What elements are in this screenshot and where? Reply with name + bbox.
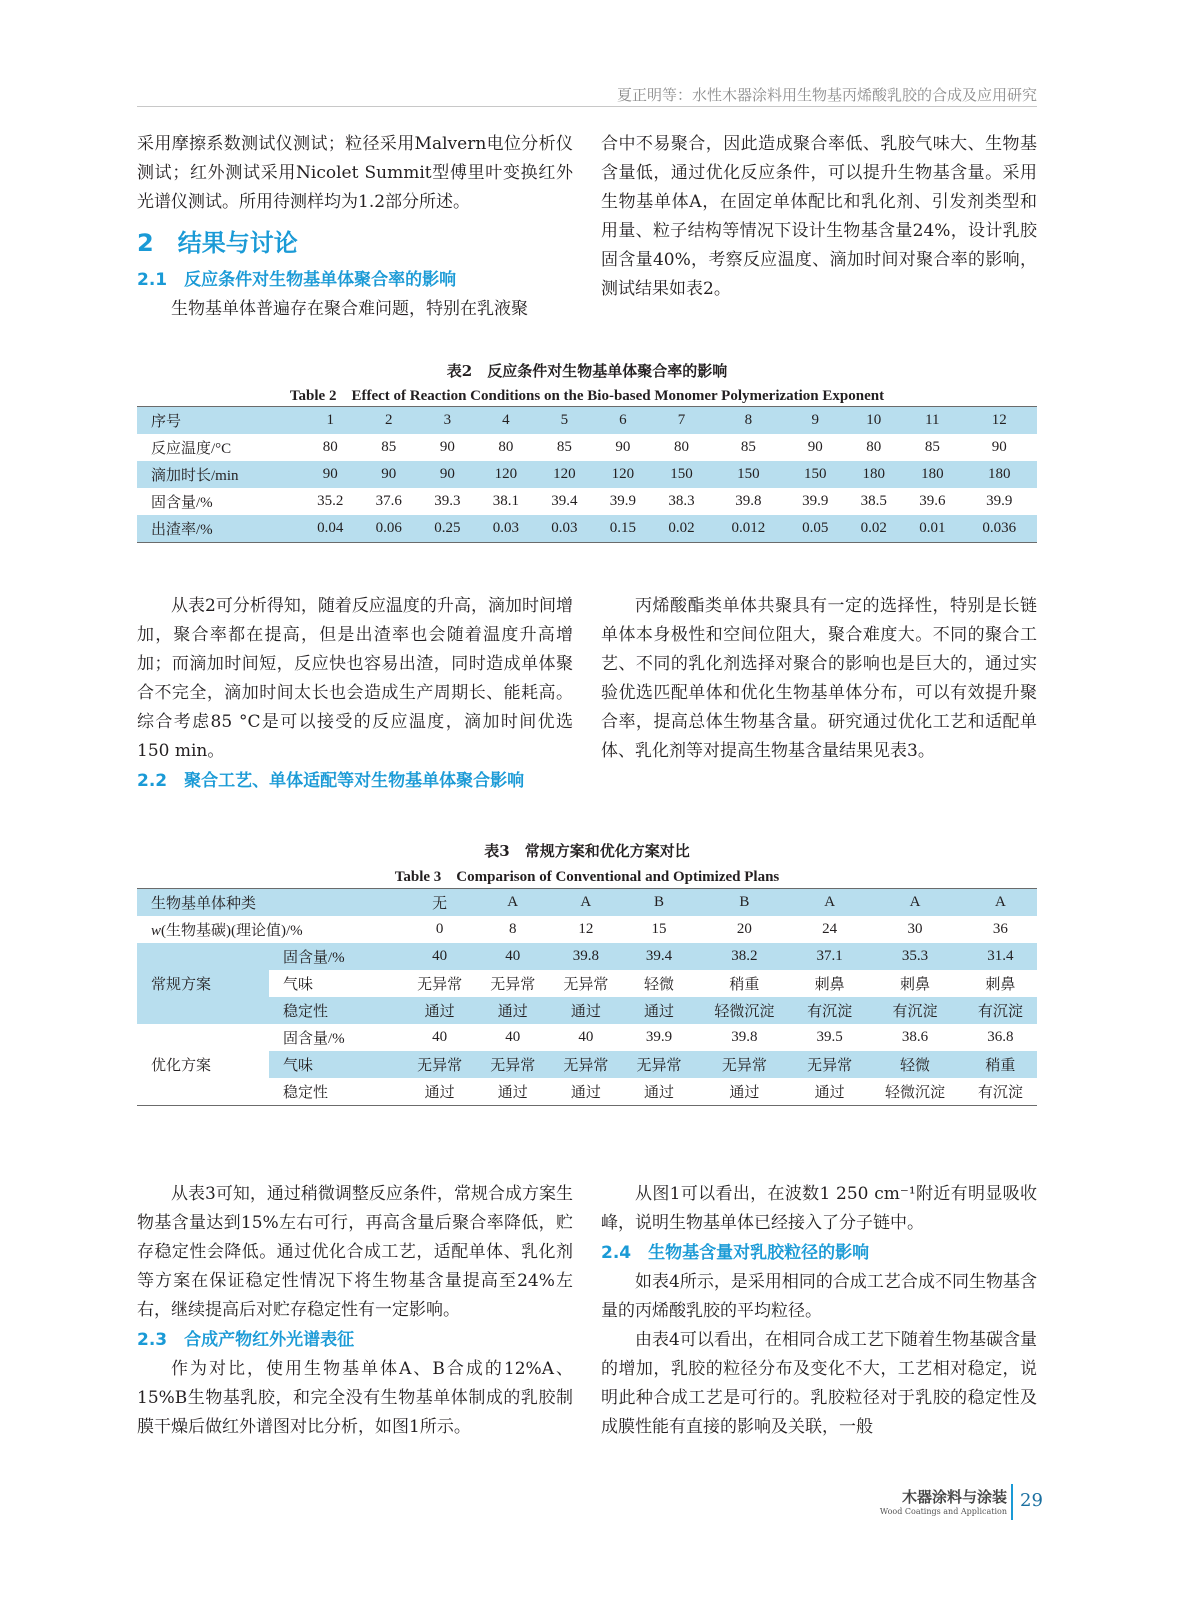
table-cell: 通过 (549, 997, 622, 1024)
table-cell: 120 (535, 461, 594, 488)
table-cell: 90 (807, 439, 823, 455)
right-column-2 (601, 592, 1037, 766)
table-cell: 8 (508, 921, 517, 937)
table-cell: 固含量/% (269, 1024, 403, 1051)
journal-name: 木器涂料与涂装 (901, 1488, 1007, 1506)
table2-caption-en: Table 2 Effect of Reaction Conditions on the Bio-based Monomer Polymerization Exponent (289, 388, 885, 404)
table-cell: 无异常 (403, 1051, 476, 1078)
table-cell: 稳定性 (269, 1078, 403, 1106)
section-heading: 2 结果与讨论 (137, 229, 298, 257)
table-cell: 0.03 (477, 515, 536, 543)
left-column-1 (137, 130, 573, 324)
table-cell: A (793, 889, 866, 917)
table-cell: A (964, 889, 1037, 917)
table-cell: 31.4 (964, 943, 1037, 970)
table-cell: 出渣率/% (137, 515, 301, 543)
table-row (137, 488, 1037, 515)
paragraph: 生物基单体普遍存在聚合难问题，特别在乳液聚 (171, 299, 528, 319)
table-cell: 2 (360, 407, 419, 435)
table-cell: 39.6 (919, 493, 946, 509)
table-cell: 稍重 (696, 970, 794, 997)
table-cell: 反应温度/°C (151, 441, 232, 457)
subsection-heading: 2.2 聚合工艺、单体适配等对生物基单体聚合影响 (137, 771, 525, 791)
table-cell: 90 (360, 461, 419, 488)
table-cell: 35.2 (317, 493, 344, 509)
table-cell: 39.4 (622, 943, 695, 970)
left-column-3 (137, 1180, 573, 1442)
table-cell: 5 (535, 407, 594, 435)
table-row (137, 1024, 1037, 1051)
table-row (137, 970, 1037, 997)
table-cell: 150 (711, 461, 786, 488)
table-cell: 180 (962, 461, 1037, 488)
table-cell: 150 (786, 461, 845, 488)
table-cell: 刺鼻 (793, 970, 866, 997)
table-cell: A (549, 889, 622, 917)
table-cell: 39.9 (622, 1024, 695, 1051)
table-cell: 固含量/% (151, 495, 213, 511)
table-cell: 90 (439, 439, 455, 455)
table-cell: 0.012 (711, 515, 786, 543)
table-cell: 20 (736, 921, 752, 937)
table-cell: 常规方案 (137, 943, 269, 1024)
table-cell: 38.2 (696, 943, 794, 970)
subsection-heading: 2.4 生物基含量对乳胶粒径的影响 (601, 1243, 870, 1263)
table-cell: 150 (652, 461, 711, 488)
table-row (137, 515, 1037, 543)
table-cell: 无异常 (476, 1051, 549, 1078)
table-cell: 39.3 (434, 493, 461, 509)
paragraph: 由表4可以看出，在相同合成工艺下随着生物基碳含量的增加，乳胶的粒径分布及变化不大，工艺相对稳定，说明此种合成工艺是可行的。乳胶粒径对于乳胶的稳定性及成膜性能有直接的影响及关联，一般 (601, 1330, 1037, 1437)
table-cell: 38.3 (668, 493, 695, 509)
table-row (137, 997, 1037, 1024)
table-cell: 85 (381, 439, 397, 455)
table-cell: 无异常 (403, 970, 476, 997)
table-cell: 1 (301, 407, 360, 435)
table-cell: 40 (403, 1024, 476, 1051)
table-cell: 38.6 (866, 1024, 964, 1051)
table-cell: 固含量/% (269, 943, 403, 970)
table-cell: 3 (418, 407, 477, 435)
table-cell: 通过 (793, 1078, 866, 1106)
table-cell: 6 (594, 407, 653, 435)
table-cell: 刺鼻 (964, 970, 1037, 997)
table-cell: 80 (322, 439, 338, 455)
table-cell: 24 (822, 921, 838, 937)
table-cell: 稍重 (964, 1051, 1037, 1078)
table-cell: 轻微沉淀 (866, 1078, 964, 1106)
table-cell: 85 (740, 439, 756, 455)
table-cell: 通过 (549, 1078, 622, 1106)
table-cell: 无异常 (793, 1051, 866, 1078)
table-cell: 40 (476, 943, 549, 970)
table-cell: A (476, 889, 549, 917)
table-row (137, 916, 1037, 943)
table-cell: 85 (924, 439, 940, 455)
subsection-heading: 2.3 合成产物红外光谱表征 (137, 1330, 355, 1350)
table-cell: 有沉淀 (793, 997, 866, 1024)
paragraph: 采用摩擦系数测试仪测试；粒径采用Malvern电位分析仪测试；红外测试采用Nicolet Summit型傅里叶变换红外光谱仪测试。所用待测样均为1.2部分所述。 (137, 134, 573, 212)
right-column-3 (601, 1180, 1037, 1442)
table-cell: 0.04 (301, 515, 360, 543)
table-cell: 有沉淀 (964, 997, 1037, 1024)
header-rule (137, 106, 1037, 107)
table-cell: 0.06 (360, 515, 419, 543)
table-cell: 生物基单体种类 (137, 889, 403, 917)
table-cell: 4 (477, 407, 536, 435)
table-cell: 8 (711, 407, 786, 435)
table-cell: 35.3 (866, 943, 964, 970)
table-cell: 90 (418, 461, 477, 488)
table-cell: 0.25 (418, 515, 477, 543)
table-cell: 120 (477, 461, 536, 488)
paragraph: 作为对比，使用生物基单体A、B合成的12%A、15%B生物基乳胶，和完全没有生物基单体制成的乳胶制膜干燥后做红外谱图对比分析，如图1所示。 (137, 1359, 573, 1437)
table3-caption-cn: 表3 常规方案和优化方案对比 (484, 842, 690, 860)
table-cell: 刺鼻 (866, 970, 964, 997)
table-cell: 39.9 (802, 493, 829, 509)
table-cell: 轻微 (866, 1051, 964, 1078)
table-cell: 39.8 (696, 1024, 794, 1051)
table-cell: 0.03 (535, 515, 594, 543)
table-cell: 90 (301, 461, 360, 488)
table-cell: 11 (903, 407, 962, 435)
table-cell: 0.15 (594, 515, 653, 543)
journal-name-en: Wood Coatings and Application (879, 1507, 1007, 1516)
table-cell: 80 (866, 439, 882, 455)
table-cell: 通过 (403, 1078, 476, 1106)
table-row (137, 889, 1037, 917)
table-cell: 轻微沉淀 (696, 997, 794, 1024)
table-cell: 39.8 (549, 943, 622, 970)
table-row (137, 461, 1037, 488)
table-cell: 无异常 (549, 970, 622, 997)
table-cell: 通过 (476, 1078, 549, 1106)
table-cell: 36.8 (964, 1024, 1037, 1051)
table-cell: B (622, 889, 695, 917)
footer-divider (1011, 1484, 1013, 1520)
table-cell: 39.8 (735, 493, 762, 509)
table-cell: A (866, 889, 964, 917)
table-cell: 通过 (696, 1078, 794, 1106)
table-cell: 36 (992, 921, 1008, 937)
subsection-heading: 2.1 反应条件对生物基单体聚合率的影响 (137, 270, 457, 290)
table-cell: 0.02 (845, 515, 904, 543)
table-cell: 180 (903, 461, 962, 488)
table-cell: 39.9 (609, 493, 637, 509)
table-cell: 9 (786, 407, 845, 435)
table-cell: 滴加时长/min (137, 461, 301, 488)
page-number: 29 (1020, 1490, 1043, 1511)
table-cell: 无异常 (476, 970, 549, 997)
paragraph: 从表2可分析得知，随着反应温度的升高，滴加时间增加，聚合率都在提高，但是出渣率也会随着温度升高增加；而滴加时间短，反应快也容易出渣，同时造成单体聚合不完全，滴加时间太长也会造成生产周期长、能耗高。综合考虑85 °C是可以接受的反应温度，滴加时间优选150 min。 (137, 596, 573, 761)
table-cell: 90 (615, 439, 631, 455)
table-row (137, 1051, 1037, 1078)
table2-caption-cn: 表2 反应条件对生物基单体聚合率的影响 (446, 362, 728, 380)
table-cell: 气味 (269, 970, 403, 997)
table-cell: B (696, 889, 794, 917)
table-cell: 85 (556, 439, 572, 455)
table-cell: 轻微 (622, 970, 695, 997)
table-cell: 0.036 (962, 515, 1037, 543)
table-cell: 15 (651, 921, 667, 937)
right-column-1 (601, 130, 1037, 304)
table-cell: 0 (435, 921, 444, 937)
table-cell: 0.02 (652, 515, 711, 543)
table-cell: 有沉淀 (964, 1078, 1037, 1106)
table-row (137, 434, 1037, 461)
paragraph: 从表3可知，通过稍微调整反应条件，常规合成方案生物基含量达到15%左右可行，再高含量后聚合率降低，贮存稳定性会降低。通过优化合成工艺，适配单体、乳化剂等方案在保证稳定性情况下将生物基含量提高至24%左右，继续提高后对贮存稳定性有一定影响。 (137, 1184, 573, 1320)
table-cell: 优化方案 (137, 1024, 269, 1106)
table-row (137, 1078, 1037, 1106)
table-cell: 无异常 (622, 1051, 695, 1078)
table-cell: 80 (498, 439, 514, 455)
table2 (137, 406, 1037, 543)
table-cell: 39.4 (551, 493, 578, 509)
table-cell: 40 (549, 1024, 622, 1051)
table-cell: 通过 (622, 1078, 695, 1106)
table-cell: 180 (845, 461, 904, 488)
left-column-2 (137, 592, 573, 796)
table-cell: 37.6 (375, 493, 402, 509)
table-cell: 有沉淀 (866, 997, 964, 1024)
table-cell: 38.5 (860, 493, 887, 509)
table-cell: w(生物基碳)(理论值)/% (151, 923, 303, 939)
table-row (137, 407, 1037, 435)
table-cell: 12 (578, 921, 594, 937)
table-cell: 90 (991, 439, 1007, 455)
table-cell: 7 (652, 407, 711, 435)
table-cell: 无异常 (549, 1051, 622, 1078)
paragraph: 合中不易聚合，因此造成聚合率低、乳胶气味大、生物基含量低，通过优化反应条件，可以提升生物基含量。采用生物基单体A，在固定单体配比和乳化剂、引发剂类型和用量、粒子结构等情况下设计生物基含量24%，设计乳胶固含量40%，考察反应温度、滴加时间对聚合率的影响，测试结果如表2。 (601, 134, 1037, 299)
running-title: 夏正明等：水性木器涂料用生物基丙烯酸乳胶的合成及应用研究 (616, 86, 1037, 104)
paragraph: 从图1可以看出，在波数1 250 cm⁻¹附近有明显吸收峰，说明生物基单体已经接入了分子链中。 (601, 1184, 1037, 1233)
table-cell: 无异常 (696, 1051, 794, 1078)
table-cell: 40 (403, 943, 476, 970)
table-cell: 通过 (476, 997, 549, 1024)
table-cell: 120 (594, 461, 653, 488)
table-cell: 序号 (137, 407, 301, 435)
table-cell: 稳定性 (269, 997, 403, 1024)
table-cell: 39.5 (793, 1024, 866, 1051)
table-cell: 气味 (269, 1051, 403, 1078)
table-cell: 通过 (403, 997, 476, 1024)
table-cell: 37.1 (793, 943, 866, 970)
table-cell: 无 (403, 889, 476, 917)
table-cell: 39.9 (986, 493, 1013, 509)
table-row (137, 943, 1037, 970)
table-cell: 12 (962, 407, 1037, 435)
paragraph: 丙烯酸酯类单体共聚具有一定的选择性，特别是长链单体本身极性和空间位阻大，聚合难度大。不同的聚合工艺、不同的乳化剂选择对聚合的影响也是巨大的，通过实验优选匹配单体和优化生物基单体分布，可以有效提升聚合率，提高总体生物基含量。研究通过优化工艺和适配单体、乳化剂等对提高生物基含量结果见表3。 (601, 596, 1037, 761)
table-cell: 10 (845, 407, 904, 435)
table3 (137, 888, 1037, 1106)
table-cell: 40 (476, 1024, 549, 1051)
paragraph: 如表4所示，是采用相同的合成工艺合成不同生物基含量的丙烯酸乳胶的平均粒径。 (601, 1272, 1037, 1321)
table-cell: 0.01 (903, 515, 962, 543)
table3-caption-en: Table 3 Comparison of Conventional and Optimized Plans (394, 869, 780, 885)
table-cell: 80 (673, 439, 689, 455)
table-cell: 38.1 (492, 493, 519, 509)
table-cell: 0.05 (786, 515, 845, 543)
table-cell: 30 (907, 921, 923, 937)
table-cell: 通过 (622, 997, 695, 1024)
